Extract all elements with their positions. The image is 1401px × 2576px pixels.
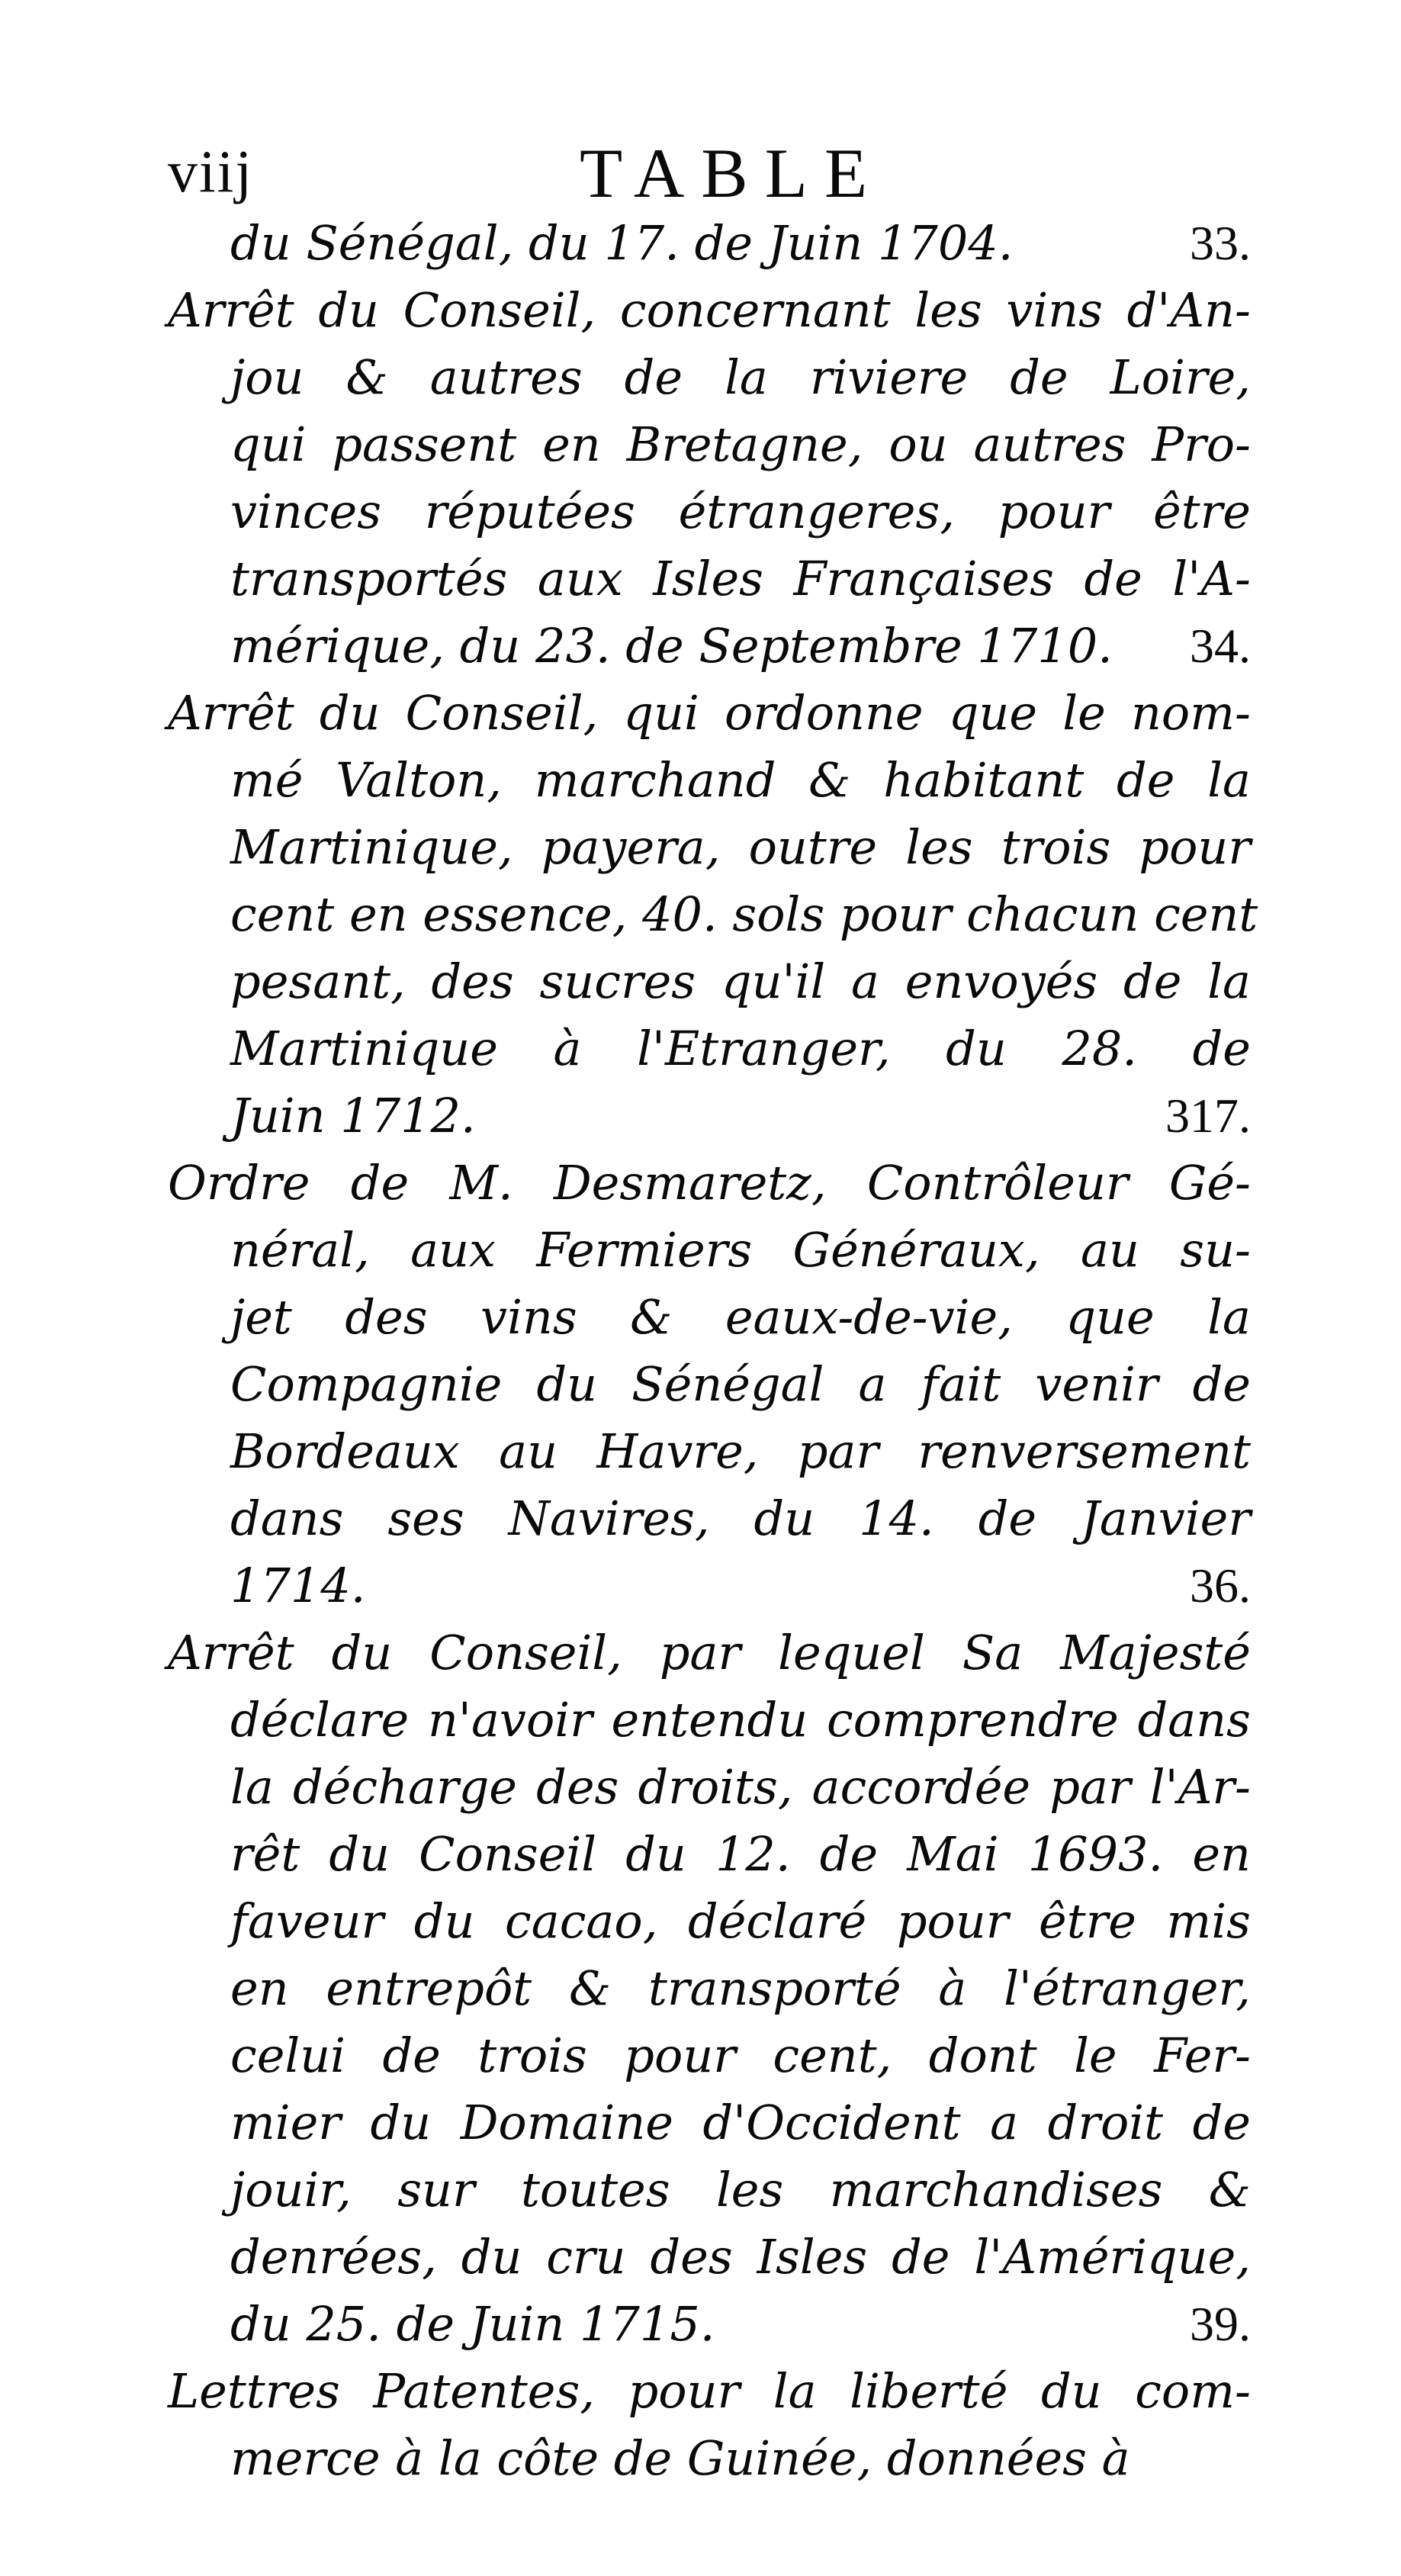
- toc-entry-line: [168, 411, 1251, 478]
- toc-line-text: Juin 1712.: [230, 1088, 476, 1143]
- toc-line-text: cent en essence, 40. sols pour chacun cent: [230, 886, 1258, 942]
- toc-page-number: 36.: [1190, 1558, 1251, 1613]
- toc-entry-line: [168, 1015, 1251, 1082]
- toc-entry-line: [168, 545, 1251, 613]
- toc-line-text: rêt du Conseil du 12. de Mai 1693. en: [230, 1826, 1251, 1882]
- toc-line-text: pesant, des sucres qu'il a envoyés de la: [230, 954, 1251, 1009]
- toc-entry-start-line: [168, 680, 1251, 747]
- toc-line-text: du Sénégal, du 17. de Juin 1704.: [230, 215, 1014, 271]
- toc-page-number: 33.: [1190, 216, 1251, 270]
- toc-entry-start-line: [168, 1150, 1251, 1217]
- toc-entry-line: [168, 747, 1251, 814]
- toc-line-text: mé Valton, marchand & habitant de la: [230, 752, 1251, 808]
- toc-line-text: Martinique, payera, outre les trois pour: [230, 819, 1251, 875]
- toc-line-text: Ordre de M. Desmaretz, Contrôleur Gé-: [168, 1155, 1251, 1211]
- toc-entry-line: [168, 2291, 1251, 2358]
- toc-line-text: faveur du cacao, déclaré pour être mis: [230, 1893, 1251, 1949]
- toc-entry-line: [168, 1418, 1251, 1485]
- toc-entry-line: [168, 2224, 1251, 2291]
- toc-line-text: Arrêt du Conseil, concernant les vins d'An-: [168, 282, 1251, 338]
- toc-entry-start-line: [168, 1619, 1251, 1687]
- toc-entry-line: [168, 1754, 1251, 1821]
- toc-line-text: jet des vins & eaux-de-vie, que la: [230, 1289, 1251, 1345]
- toc-line-text: mier du Domaine d'Occident a droit de: [230, 2095, 1251, 2150]
- toc-entry-line: [168, 1284, 1251, 1351]
- toc-entry-line: [168, 1955, 1251, 2022]
- running-title: TABLE: [580, 134, 885, 212]
- toc-line-text: qui passent en Bretagne, ou autres Pro-: [230, 416, 1251, 472]
- toc-line-text: Arrêt du Conseil, qui ordonne que le nom-: [168, 685, 1251, 741]
- toc-entry-line: [168, 344, 1251, 411]
- toc-entry-start-line: [168, 2358, 1251, 2425]
- toc-line-text: merce à la côte de Guinée, données à: [230, 2430, 1130, 2486]
- toc-line-text: celui de trois pour cent, dont le Fer-: [230, 2028, 1251, 2083]
- toc-entry-line: [168, 1687, 1251, 1754]
- toc-page-number: 39.: [1190, 2297, 1251, 2351]
- toc-line-text: 1714.: [230, 1558, 366, 1613]
- toc-line-text: la décharge des droits, accordée par l'Ar-: [230, 1759, 1251, 1815]
- toc-page-number: 317.: [1165, 1089, 1251, 1143]
- toc-entry-line: [168, 1821, 1251, 1888]
- toc-line-text: jou & autres de la riviere de Loire,: [230, 349, 1251, 405]
- folio-number: viij: [168, 138, 254, 204]
- toc-entry-line: [168, 2425, 1251, 2492]
- toc-line-text: transportés aux Isles Françaises de l'A-: [230, 551, 1251, 606]
- toc-entry-line: [168, 1217, 1251, 1284]
- toc-entry-line: [168, 1552, 1251, 1619]
- toc-entry-line: [168, 478, 1251, 545]
- toc-line-text: jouir, sur toutes les marchandises &: [230, 2162, 1251, 2217]
- toc-line-text: denrées, du cru des Isles de l'Amérique,: [230, 2229, 1251, 2285]
- toc-entry-line: [168, 613, 1251, 680]
- toc-line-text: dans ses Navires, du 14. de Janvier: [230, 1491, 1251, 1546]
- toc-entry-line: [168, 1888, 1251, 1955]
- toc-page-number: 34.: [1190, 619, 1251, 673]
- toc-line-text: néral, aux Fermiers Généraux, au su-: [230, 1222, 1251, 1278]
- toc-entry-line: [168, 2089, 1251, 2156]
- toc-line-text: du 25. de Juin 1715.: [230, 2296, 715, 2352]
- toc-entry-line: [168, 2156, 1251, 2224]
- toc-entry-line: [168, 881, 1258, 948]
- toc-entry-line: [168, 1082, 1251, 1150]
- toc-line-text: Lettres Patentes, pour la liberté du com-: [168, 2363, 1251, 2419]
- toc-line-text: Bordeaux au Havre, par renversement: [230, 1423, 1251, 1479]
- toc-entry-line: [168, 1351, 1251, 1418]
- toc-entry-line: [168, 2022, 1251, 2089]
- toc-line-text: mérique, du 23. de Septembre 1710.: [230, 618, 1113, 674]
- toc-line-text: Martinique à l'Etranger, du 28. de: [230, 1021, 1251, 1076]
- toc-line-text: Arrêt du Conseil, par lequel Sa Majesté: [168, 1625, 1251, 1680]
- toc-line-text: déclare n'avoir entendu comprendre dans: [230, 1692, 1251, 1748]
- toc-entry-line: [168, 814, 1251, 881]
- toc-line-text: Compagnie du Sénégal a fait venir de: [230, 1356, 1251, 1412]
- toc-line-text: en entrepôt & transporté à l'étranger,: [230, 1960, 1251, 2016]
- toc-line-text: vinces réputées étrangeres, pour être: [230, 484, 1251, 539]
- toc-entry-line: [168, 948, 1251, 1015]
- page-header: [168, 134, 1251, 221]
- toc-entry-line: [168, 210, 1251, 277]
- toc-entry-start-line: [168, 277, 1251, 344]
- table-of-contents: [168, 210, 1258, 2492]
- toc-entry-line: [168, 1485, 1251, 1552]
